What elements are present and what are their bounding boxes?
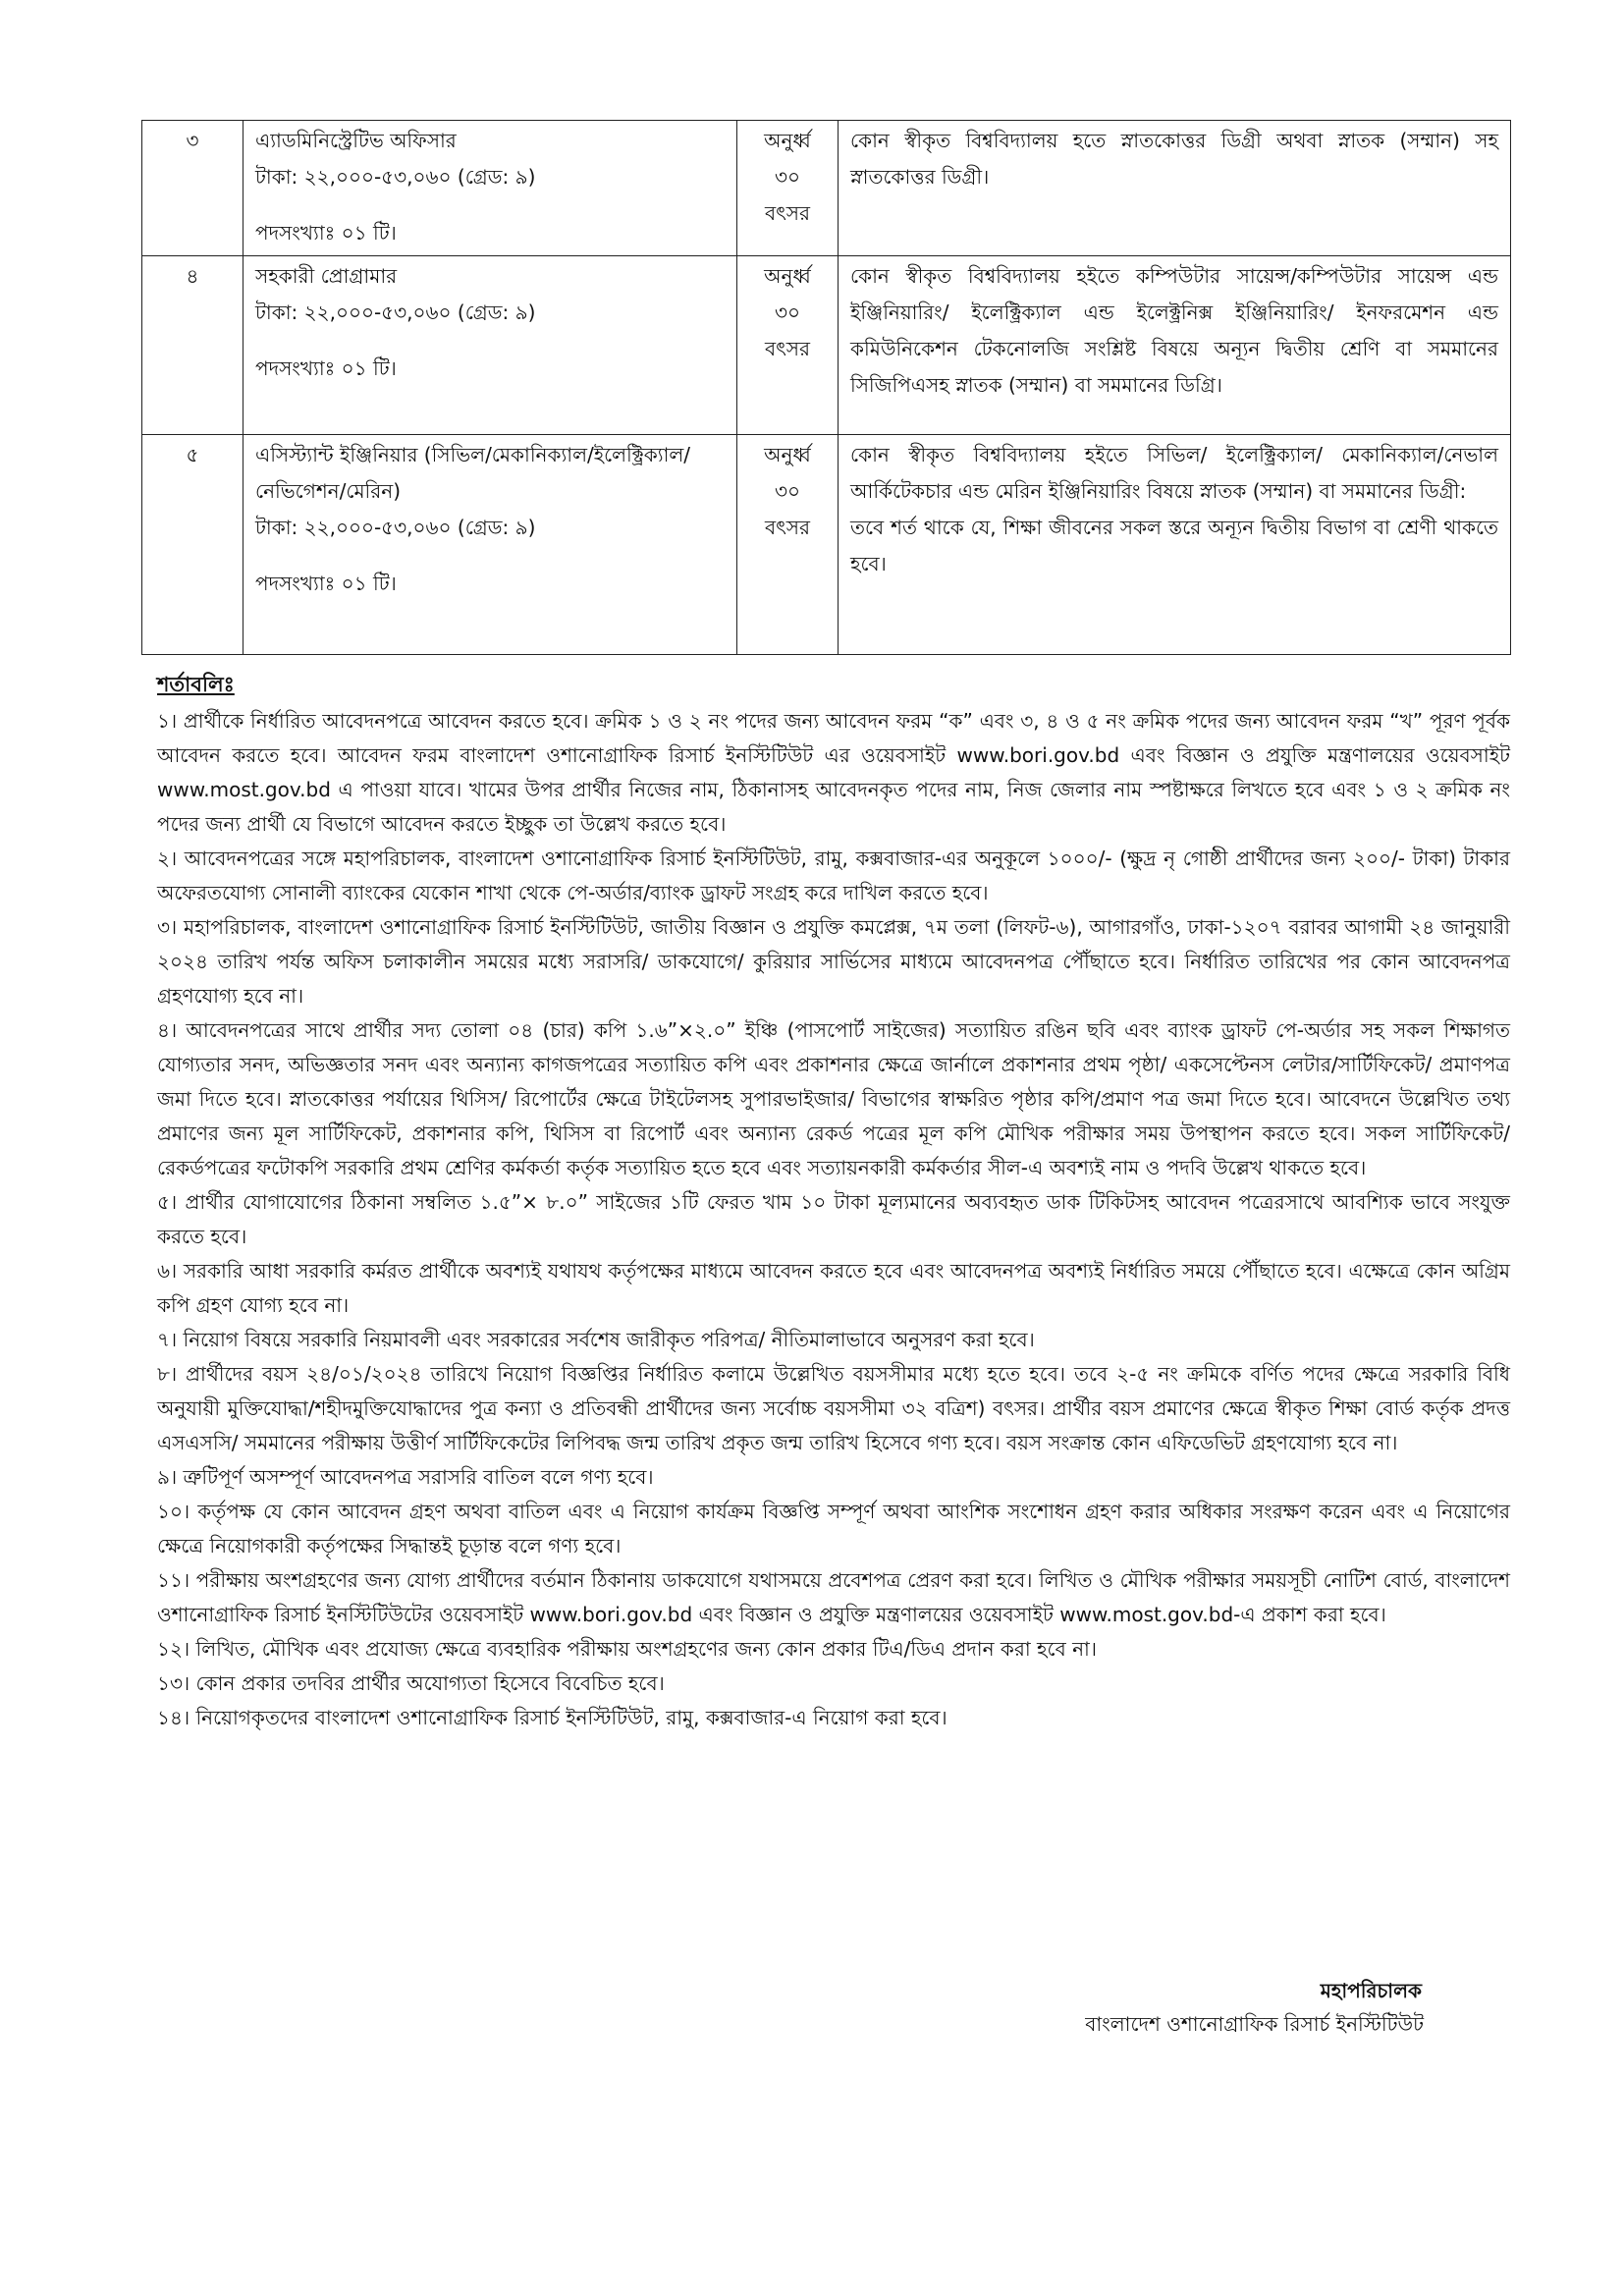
table-row bbox=[142, 121, 1511, 256]
qualification-cell: কোন স্বীকৃত বিশ্ববিদ্যালয় হইতে কম্পিউটার সায়েন্স/কম্পিউটার সায়েন্স এন্ড ইঞ্জিনিয়ারিং/ ইলেক্ট্রিক্যাল এন্ড ইলেক্ট্রনিক্স ইঞ্জিনিয়ারিং/ ইনফরমেশন এন্ড কমিউনিকেশন টেকনোলজি সংশ্লিষ্ট বিষয়ে অন্যূন দ্বিতীয় শ্রেণি বা সমমানের সিজিপিএসহ স্নাতক (সম্মান) বা সমমানের ডিগ্রি। bbox=[839, 256, 1511, 435]
age-label: অনুর্ধ্ব bbox=[764, 443, 811, 466]
post-pay-scale: টাকা: ২২,০০০-৫৩,০৬০ (গ্রেড: ৯) bbox=[255, 165, 536, 189]
age-unit: বৎসর bbox=[764, 201, 811, 225]
post-cell bbox=[244, 435, 737, 655]
signature-block bbox=[982, 1974, 1424, 2041]
age-label: অনুর্ধ্ব bbox=[764, 129, 811, 152]
qualification-cell: কোন স্বীকৃত বিশ্ববিদ্যালয় হতে স্নাতকোত্তর ডিগ্রী অথবা স্নাতক (সম্মান) সহ স্নাতকোত্তর ডিগ্রী। bbox=[839, 121, 1511, 256]
signatory-organization: বাংলাদেশ ওশানোগ্রাফিক রিসার্চ ইনস্টিটিউট bbox=[1085, 2012, 1424, 2036]
condition-item: ১৩। কোন প্রকার তদবির প্রার্থীর অযোগ্যতা হিসেবে বিবেচিত হবে। bbox=[157, 1671, 665, 1695]
signatory-title: মহাপরিচালক bbox=[1320, 1979, 1422, 2002]
age-value: ৩০ bbox=[774, 165, 800, 189]
condition-item: ৮। প্রার্থীদের বয়স ২৪/০১/২০২৪ তারিখে নিয়োগ বিজ্ঞপ্তির নির্ধারিত কলামে উল্লেখিত বয়সসীমার মধ্যে হতে হবে। তবে ২-৫ নং ক্রমিকে বর্ণিত পদের ক্ষেত্রে সরকারি বিধি অনুযায়ী মুক্তিযোদ্ধা/শহীদমুক্তিযোদ্ধাদের পুত্র কন্যা ও প্রতিবন্ধী প্রার্থীদের জন্য সর্বোচ্চ বয়সসীমা ৩২ বত্রিশ) বৎসর। প্রার্থীর বয়স প্রমাণের ক্ষেত্রে স্বীকৃত শিক্ষা বোর্ড কর্তৃক প্রদত্ত এসএসসি/ সমমানের পরীক্ষায় উত্তীর্ণ সার্টিফিকেটের লিপিবদ্ধ জন্ম তারিখ প্রকৃত জন্ম তারিখ হিসেবে গণ্য হবে। বয়স সংক্রান্ত কোন এফিডেভিট গ্রহণযোগ্য হবে না। bbox=[157, 1362, 1510, 1454]
condition-item: ১। প্রার্থীকে নির্ধারিত আবেদনপত্রে আবেদন করতে হবে। ক্রমিক ১ ও ২ নং পদের জন্য আবেদন ফরম “ক” এবং ৩, ৪ ও ৫ নং ক্রমিক পদের জন্য আবেদন ফরম “খ” পূরণ পূর্বক আবেদন করতে হবে। আবেদন ফরম বাংলাদেশ ওশানোগ্রাফিক রিসার্চ ইনস্টিটিউট এর ওয়েবসাইট www.bori.gov.bd এবং বিজ্ঞান ও প্রযুক্তি মন্ত্রণালয়ের ওয়েবসাইট www.most.gov.bd এ পাওয়া যাবে। খামের উপর প্রার্থীর নিজের নাম, ঠিকানাসহ আবেদনকৃত পদের নাম, নিজ জেলার নাম স্পষ্টাক্ষরে লিখতে হবে এবং ১ ও ২ ক্রমিক নং পদের জন্য প্রার্থী যে বিভাগে আবেদন করতে ইচ্ছুক তা উল্লেখ করতে হবে। bbox=[157, 709, 1510, 836]
post-name: এসিস্ট্যান্ট ইঞ্জিনিয়ার (সিভিল/মেকানিক্যাল/ইলেক্ট্রিক্যাল/নেভিগেশন/মেরিন) bbox=[255, 443, 691, 503]
age-value: ৩০ bbox=[774, 479, 800, 503]
condition-item: ২। আবেদনপত্রের সঙ্গে মহাপরিচালক, বাংলাদেশ ওশানোগ্রাফিক রিসার্চ ইনস্টিটিউট, রামু, কক্সবাজার-এর অনুকূলে ১০০০/- (ক্ষুদ্র নৃ গোষ্ঠী প্রার্থীদের জন্য ২০০/- টাকা) টাকার অফেরতযোগ্য সোনালী ব্যাংকের যেকোন শাখা থেকে পে-অর্ডার/ব্যাংক ড্রাফট সংগ্রহ করে দাখিল করতে হবে। bbox=[157, 847, 1510, 904]
table-row bbox=[142, 435, 1511, 655]
qualification-cell bbox=[839, 435, 1511, 655]
post-pay-scale: টাকা: ২২,০০০-৫৩,০৬০ (গ্রেড: ৯) bbox=[255, 301, 536, 324]
condition-item: ৫। প্রার্থীর যোগাযোগের ঠিকানা সম্বলিত ১.৫”× ৮.০” সাইজের ১টি ফেরত খাম ১০ টাকা মূল্যমানের অব্যবহৃত ডাক টিকিটসহ আবেদন পত্রেরসাথে আবশ্যিক ভাবে সংযুক্ত করতে হবে। bbox=[157, 1190, 1510, 1248]
post-count: পদসংখ্যাঃ ০১ টি। bbox=[255, 221, 397, 245]
condition-item: ১৪। নিয়োগকৃতদের বাংলাদেশ ওশানোগ্রাফিক রিসার্চ ইনস্টিটিউট, রামু, কক্সবাজার-এ নিয়োগ করা হবে। bbox=[157, 1706, 947, 1729]
conditions-section bbox=[157, 668, 1510, 1735]
condition-item: ১০। কর্তৃপক্ষ যে কোন আবেদন গ্রহণ অথবা বাতিল এবং এ নিয়োগ কার্যক্রম বিজ্ঞপ্তি সম্পূর্ণ অথবা আংশিক সংশোধন গ্রহণ করার অধিকার সংরক্ষণ করেন এবং এ নিয়োগের ক্ষেত্রে নিয়োগকারী কর্তৃপক্ষের সিদ্ধান্তই চূড়ান্ত বলে গণ্য হবে। bbox=[157, 1500, 1510, 1558]
age-value: ৩০ bbox=[774, 301, 800, 324]
post-count: পদসংখ্যাঃ ০১ টি। bbox=[255, 356, 397, 380]
serial-cell: ৩ bbox=[142, 121, 244, 256]
condition-item: ১২। লিখিত, মৌখিক এবং প্রযোজ্য ক্ষেত্রে ব্যবহারিক পরীক্ষায় অংশগ্রহণের জন্য কোন প্রকার টিএ/ডিএ প্রদান করা হবে না। bbox=[157, 1637, 1097, 1661]
condition-item: ৪। আবেদনপত্রের সাথে প্রার্থীর সদ্য তোলা ০৪ (চার) কপি ১.৬”×২.০” ইঞ্চি (পাসপোর্ট সাইজের) সত্যায়িত রঙিন ছবি এবং ব্যাংক ড্রাফট পে-অর্ডার সহ সকল শিক্ষাগত যোগ্যতার সনদ, অভিজ্ঞতার সনদ এবং অন্যান্য কাগজপত্রের সত্যায়িত কপি এবং প্রকাশনার ক্ষেত্রে জার্নালে প্রকাশনার প্রথম পৃষ্ঠা/ একসেপ্টেনস লেটার/সার্টিফিকেট/ প্রমাণপত্র জমা দিতে হবে। স্নাতকোত্তর পর্যায়ের থিসিস/ রিপোর্টের ক্ষেত্রে টাইটেলসহ সুপারভাইজার/ বিভাগের স্বাক্ষরিত পৃষ্ঠার কপি/প্রমাণ পত্র জমা দিতে হবে। আবেদনে উল্লেখিত তথ্য প্রমাণের জন্য মূল সার্টিফিকেট, প্রকাশনার কপি, থিসিস বা রিপোর্ট এবং অন্যান্য রেকর্ড পত্রের মূল কপি মৌখিক পরীক্ষার সময় উপস্থাপন করতে হবে। সকল সার্টিফিকেট/ রেকর্ডপত্রের ফটোকপি সরকারি প্রথম শ্রেণির কর্মকর্তা কর্তৃক সত্যায়িত হতে হবে এবং সত্যায়নকারী কর্মকর্তার সীল-এ অবশ্যই নাম ও পদবি উল্লেখ থাকতে হবে। bbox=[157, 1018, 1510, 1179]
conditions-heading: শর্তাবলিঃ bbox=[157, 673, 235, 696]
age-cell bbox=[737, 256, 839, 435]
condition-item: ৭। নিয়োগ বিষয়ে সরকারি নিয়মাবলী এবং সরকারের সর্বশেষ জারীকৃত পরিপত্র/ নীতিমালাভাবে অনুসরণ করা হবে। bbox=[157, 1328, 1035, 1351]
table-row bbox=[142, 256, 1511, 435]
posts-table bbox=[141, 120, 1511, 655]
post-name: এ্যাডমিনিস্ট্রেটিভ অফিসার bbox=[255, 129, 457, 152]
serial-cell: ৫ bbox=[142, 435, 244, 655]
condition-item: ৯। ত্রুটিপূর্ণ অসম্পূর্ণ আবেদনপত্র সরাসরি বাতিল বলে গণ্য হবে। bbox=[157, 1465, 654, 1489]
age-unit: বৎসর bbox=[764, 337, 811, 360]
condition-item: ৩। মহাপরিচালক, বাংলাদেশ ওশানোগ্রাফিক রিসার্চ ইনস্টিটিউট, জাতীয় বিজ্ঞান ও প্রযুক্তি কমপ্লেক্স, ৭ম তলা (লিফট-৬), আগারগাঁও, ঢাকা-১২০৭ বরাবর আগামী ২৪ জানুয়ারী ২০২৪ তারিখ পর্যন্ত অফিস চলাকালীন সময়ের মধ্যে সরাসরি/ ডাকযোগে/ কুরিয়ার সার্ভিসের মাধ্যমে আবেদনপত্র পৌঁছাতে হবে। নির্ধারিত তারিখের পর কোন আবেদনপত্র গ্রহণযোগ্য হবে না। bbox=[157, 915, 1510, 1008]
age-cell bbox=[737, 121, 839, 256]
post-count: পদসংখ্যাঃ ০১ টি। bbox=[255, 572, 397, 595]
qualification-text: কোন স্বীকৃত বিশ্ববিদ্যালয় হইতে সিভিল/ ইলেক্ট্রিক্যাল/ মেকানিক্যাল/নেভাল আর্কিটেকচার এন্ড মেরিন ইঞ্জিনিয়ারিং বিষয়ে স্নাতক (সম্মান) বা সমমানের ডিগ্রী: bbox=[850, 443, 1498, 503]
post-cell bbox=[244, 256, 737, 435]
age-unit: বৎসর bbox=[764, 516, 811, 539]
condition-item: ৬। সরকারি আধা সরকারি কর্মরত প্রার্থীকে অবশ্যই যথাযথ কর্তৃপক্ষের মাধ্যমে আবেদন করতে হবে এবং আবেদনপত্র অবশ্যই নির্ধারিত সময়ে পৌঁছাতে হবে। এক্ষেত্রে কোন অগ্রিম কপি গ্রহণ যোগ্য হবে না। bbox=[157, 1259, 1510, 1317]
post-name: সহকারী প্রোগ্রামার bbox=[255, 264, 398, 288]
qualification-note: তবে শর্ত থাকে যে, শিক্ষা জীবনের সকল স্তরে অন্যূন দ্বিতীয় বিভাগ বা শ্রেণী থাকতে হবে। bbox=[850, 516, 1498, 575]
age-cell bbox=[737, 435, 839, 655]
serial-cell: ৪ bbox=[142, 256, 244, 435]
post-pay-scale: টাকা: ২২,০০০-৫৩,০৬০ (গ্রেড: ৯) bbox=[255, 516, 536, 539]
age-label: অনুর্ধ্ব bbox=[764, 264, 811, 288]
post-cell bbox=[244, 121, 737, 256]
condition-item: ১১। পরীক্ষায় অংশগ্রহণের জন্য যোগ্য প্রার্থীদের বর্তমান ঠিকানায় ডাকযোগে যথাসময়ে প্রবেশপত্র প্রেরণ করা হবে। লিখিত ও মৌখিক পরীক্ষার সময়সূচী নোটিশ বোর্ড, বাংলাদেশ ওশানোগ্রাফিক রিসার্চ ইনস্টিটিউটের ওয়েবসাইট www.bori.gov.bd এবং বিজ্ঞান ও প্রযুক্তি মন্ত্রণালয়ের ওয়েবসাইট www.most.gov.bd-এ প্রকাশ করা হবে। bbox=[157, 1568, 1510, 1626]
